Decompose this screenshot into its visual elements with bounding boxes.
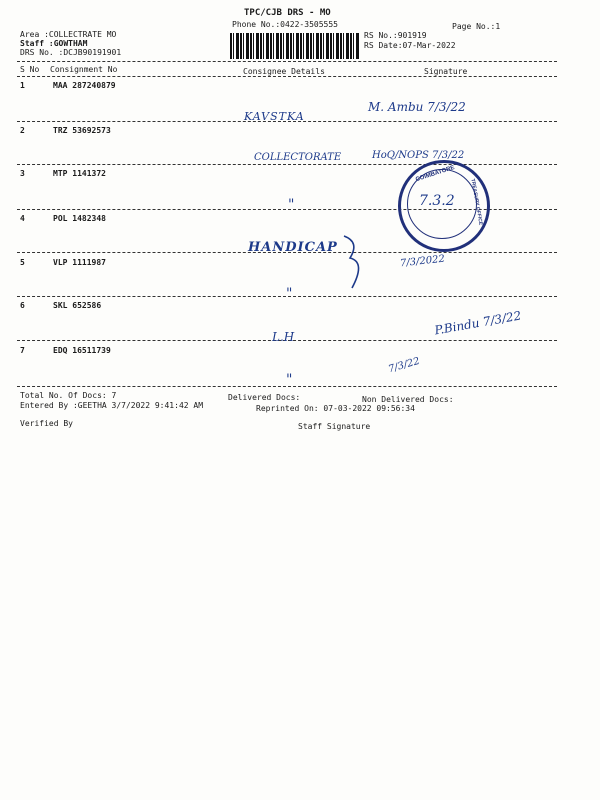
area-label: Area :COLLECTRATE MO [20,30,117,39]
row-2-sno: 2 [20,126,25,135]
phone-number: Phone No.:0422-3505555 [232,20,338,29]
col-consignment: Consignment No [50,65,118,74]
stamp-text-side: TREASURY OFFICE [469,178,484,226]
row-3-consignment: MTP 1141372 [53,169,106,178]
entered-by: Entered By :GEETHA 3/7/2022 9:41:42 AM [20,401,204,410]
reprinted-on: Reprinted On: 07-03-2022 09:56:34 [256,404,415,413]
row-5-signature: 7/3/2022 [399,253,446,270]
staff-signature: Staff Signature [298,422,371,431]
delivered-docs: Delivered Docs: [228,393,301,402]
stamp-text-top: COIMBATORE [415,164,456,184]
total-docs: Total No. Of Docs: 7 [20,391,117,400]
treasury-stamp [398,160,490,252]
row-divider [17,164,557,165]
row-1-sno: 1 [20,81,25,90]
row-6-consignee: L.H [272,330,295,344]
row-1-signature: M. Ambu 7/3/22 [368,100,466,114]
col-sno: S No [20,65,40,74]
non-delivered-docs: Non Delivered Docs: [362,395,454,404]
rs-number: RS No.:901919 [364,31,427,40]
row-5-consignee: " [286,286,293,302]
row-2-signature: HoQ/NOPS 7/3/22 [372,150,465,161]
row-3-sno: 3 [20,169,25,178]
row-5-consignment: VLP 1111987 [53,258,106,267]
drs-number: DRS No. :DCJB90191901 [20,48,122,57]
document-title: TPC/CJB DRS - MO [244,8,331,18]
verified-by: Verified By [20,419,73,428]
row-7-sno: 7 [20,346,25,355]
row-7-signature: 7/3/22 [387,355,422,376]
page-number: Page No.:1 [452,22,501,31]
row-7-consignee: " [286,372,293,388]
row-6-signature: P.Bindu 7/3/22 [433,308,523,338]
row-1-consignee: KAVSTKA [244,110,305,123]
row-4-consignee: HANDICAP [248,240,338,255]
column-divider [17,76,557,77]
col-signature: Signature [424,67,468,76]
stamp-date: 7.3.2 [419,193,455,209]
row-2-consignee: COLLECTORATE [254,152,342,163]
rs-date: RS Date:07-Mar-2022 [364,41,456,50]
row-4-consignment: POL 1482348 [53,214,106,223]
row-6-consignment: SKL 652586 [53,301,102,310]
row-4-sno: 4 [20,214,25,223]
staff-label: Staff :GOWTHAM [20,39,88,48]
row-7-consignment: EDQ 16511739 [53,346,111,355]
col-consignee: Consignee Details [243,67,325,76]
row-5-sno: 5 [20,258,25,267]
header-divider [17,61,557,62]
brace-mark [340,232,370,292]
row-6-sno: 6 [20,301,25,310]
row-1-consignment: MAA 287240879 [53,81,116,90]
barcode [230,33,360,59]
row-2-consignment: TRZ 53692573 [53,126,111,135]
row-3-consignee: " [288,197,295,213]
